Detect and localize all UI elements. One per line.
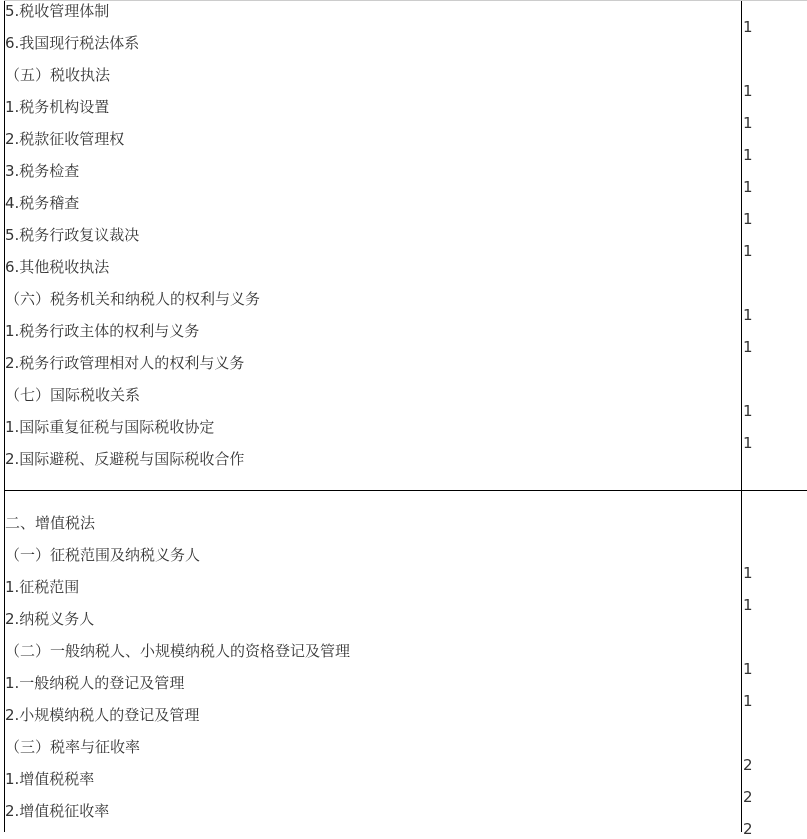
table-row: 4.税务稽查 <box>5 194 80 212</box>
level-value: 1 <box>743 596 753 614</box>
level-value: 1 <box>743 692 753 710</box>
table-row: 6.其他税收执法 <box>5 258 110 276</box>
table-row: （七）国际税收关系 <box>5 386 141 404</box>
table-row: 5.税收管理体制 <box>5 2 110 20</box>
table-row: 6.我国现行税法体系 <box>5 34 140 52</box>
table-row: 3.税务检查 <box>5 162 80 180</box>
table-row: （三）税率与征收率 <box>5 738 141 756</box>
table-row: （六）税务机关和纳税人的权利与义务 <box>5 290 261 308</box>
level-value: 2 <box>743 756 753 774</box>
table-row: 1.税务机构设置 <box>5 98 110 116</box>
table-column-divider <box>741 0 742 832</box>
level-value: 2 <box>743 820 753 838</box>
level-value: 1 <box>743 338 753 356</box>
table-row: （二）一般纳税人、小规模纳税人的资格登记及管理 <box>5 642 351 660</box>
table-row: 1.国际重复征税与国际税收协定 <box>5 418 215 436</box>
table-row: （五）税收执法 <box>5 66 111 84</box>
level-value: 1 <box>743 402 753 420</box>
table-row: 2.国际避税、反避税与国际税收合作 <box>5 450 245 468</box>
table-row: 1.增值税税率 <box>5 770 95 788</box>
level-value: 1 <box>743 660 753 678</box>
table-row: 1.征税范围 <box>5 578 80 596</box>
table-row: 5.税务行政复议裁决 <box>5 226 140 244</box>
table-row: 2.税务行政管理相对人的权利与义务 <box>5 354 245 372</box>
level-value: 1 <box>743 564 753 582</box>
table-row: 2.纳税义务人 <box>5 610 95 628</box>
level-value: 1 <box>743 82 753 100</box>
level-value: 1 <box>743 242 753 260</box>
top-border <box>4 0 807 1</box>
table-row: （一）征税范围及纳税义务人 <box>5 546 201 564</box>
table-row: 2.增值税征收率 <box>5 802 110 820</box>
table-row: 二、增值税法 <box>5 514 96 532</box>
level-value: 2 <box>743 788 753 806</box>
level-value: 1 <box>743 18 753 36</box>
level-value: 1 <box>743 178 753 196</box>
section-divider <box>4 490 807 491</box>
table-row: 2.小规模纳税人的登记及管理 <box>5 706 200 724</box>
level-value: 1 <box>743 210 753 228</box>
table-row: 1.税务行政主体的权利与义务 <box>5 322 200 340</box>
level-value: 1 <box>743 114 753 132</box>
table-row: 1.一般纳税人的登记及管理 <box>5 674 185 692</box>
level-value: 1 <box>743 306 753 324</box>
table-row: 2.税款征收管理权 <box>5 130 125 148</box>
level-value: 1 <box>743 434 753 452</box>
level-value: 1 <box>743 146 753 164</box>
